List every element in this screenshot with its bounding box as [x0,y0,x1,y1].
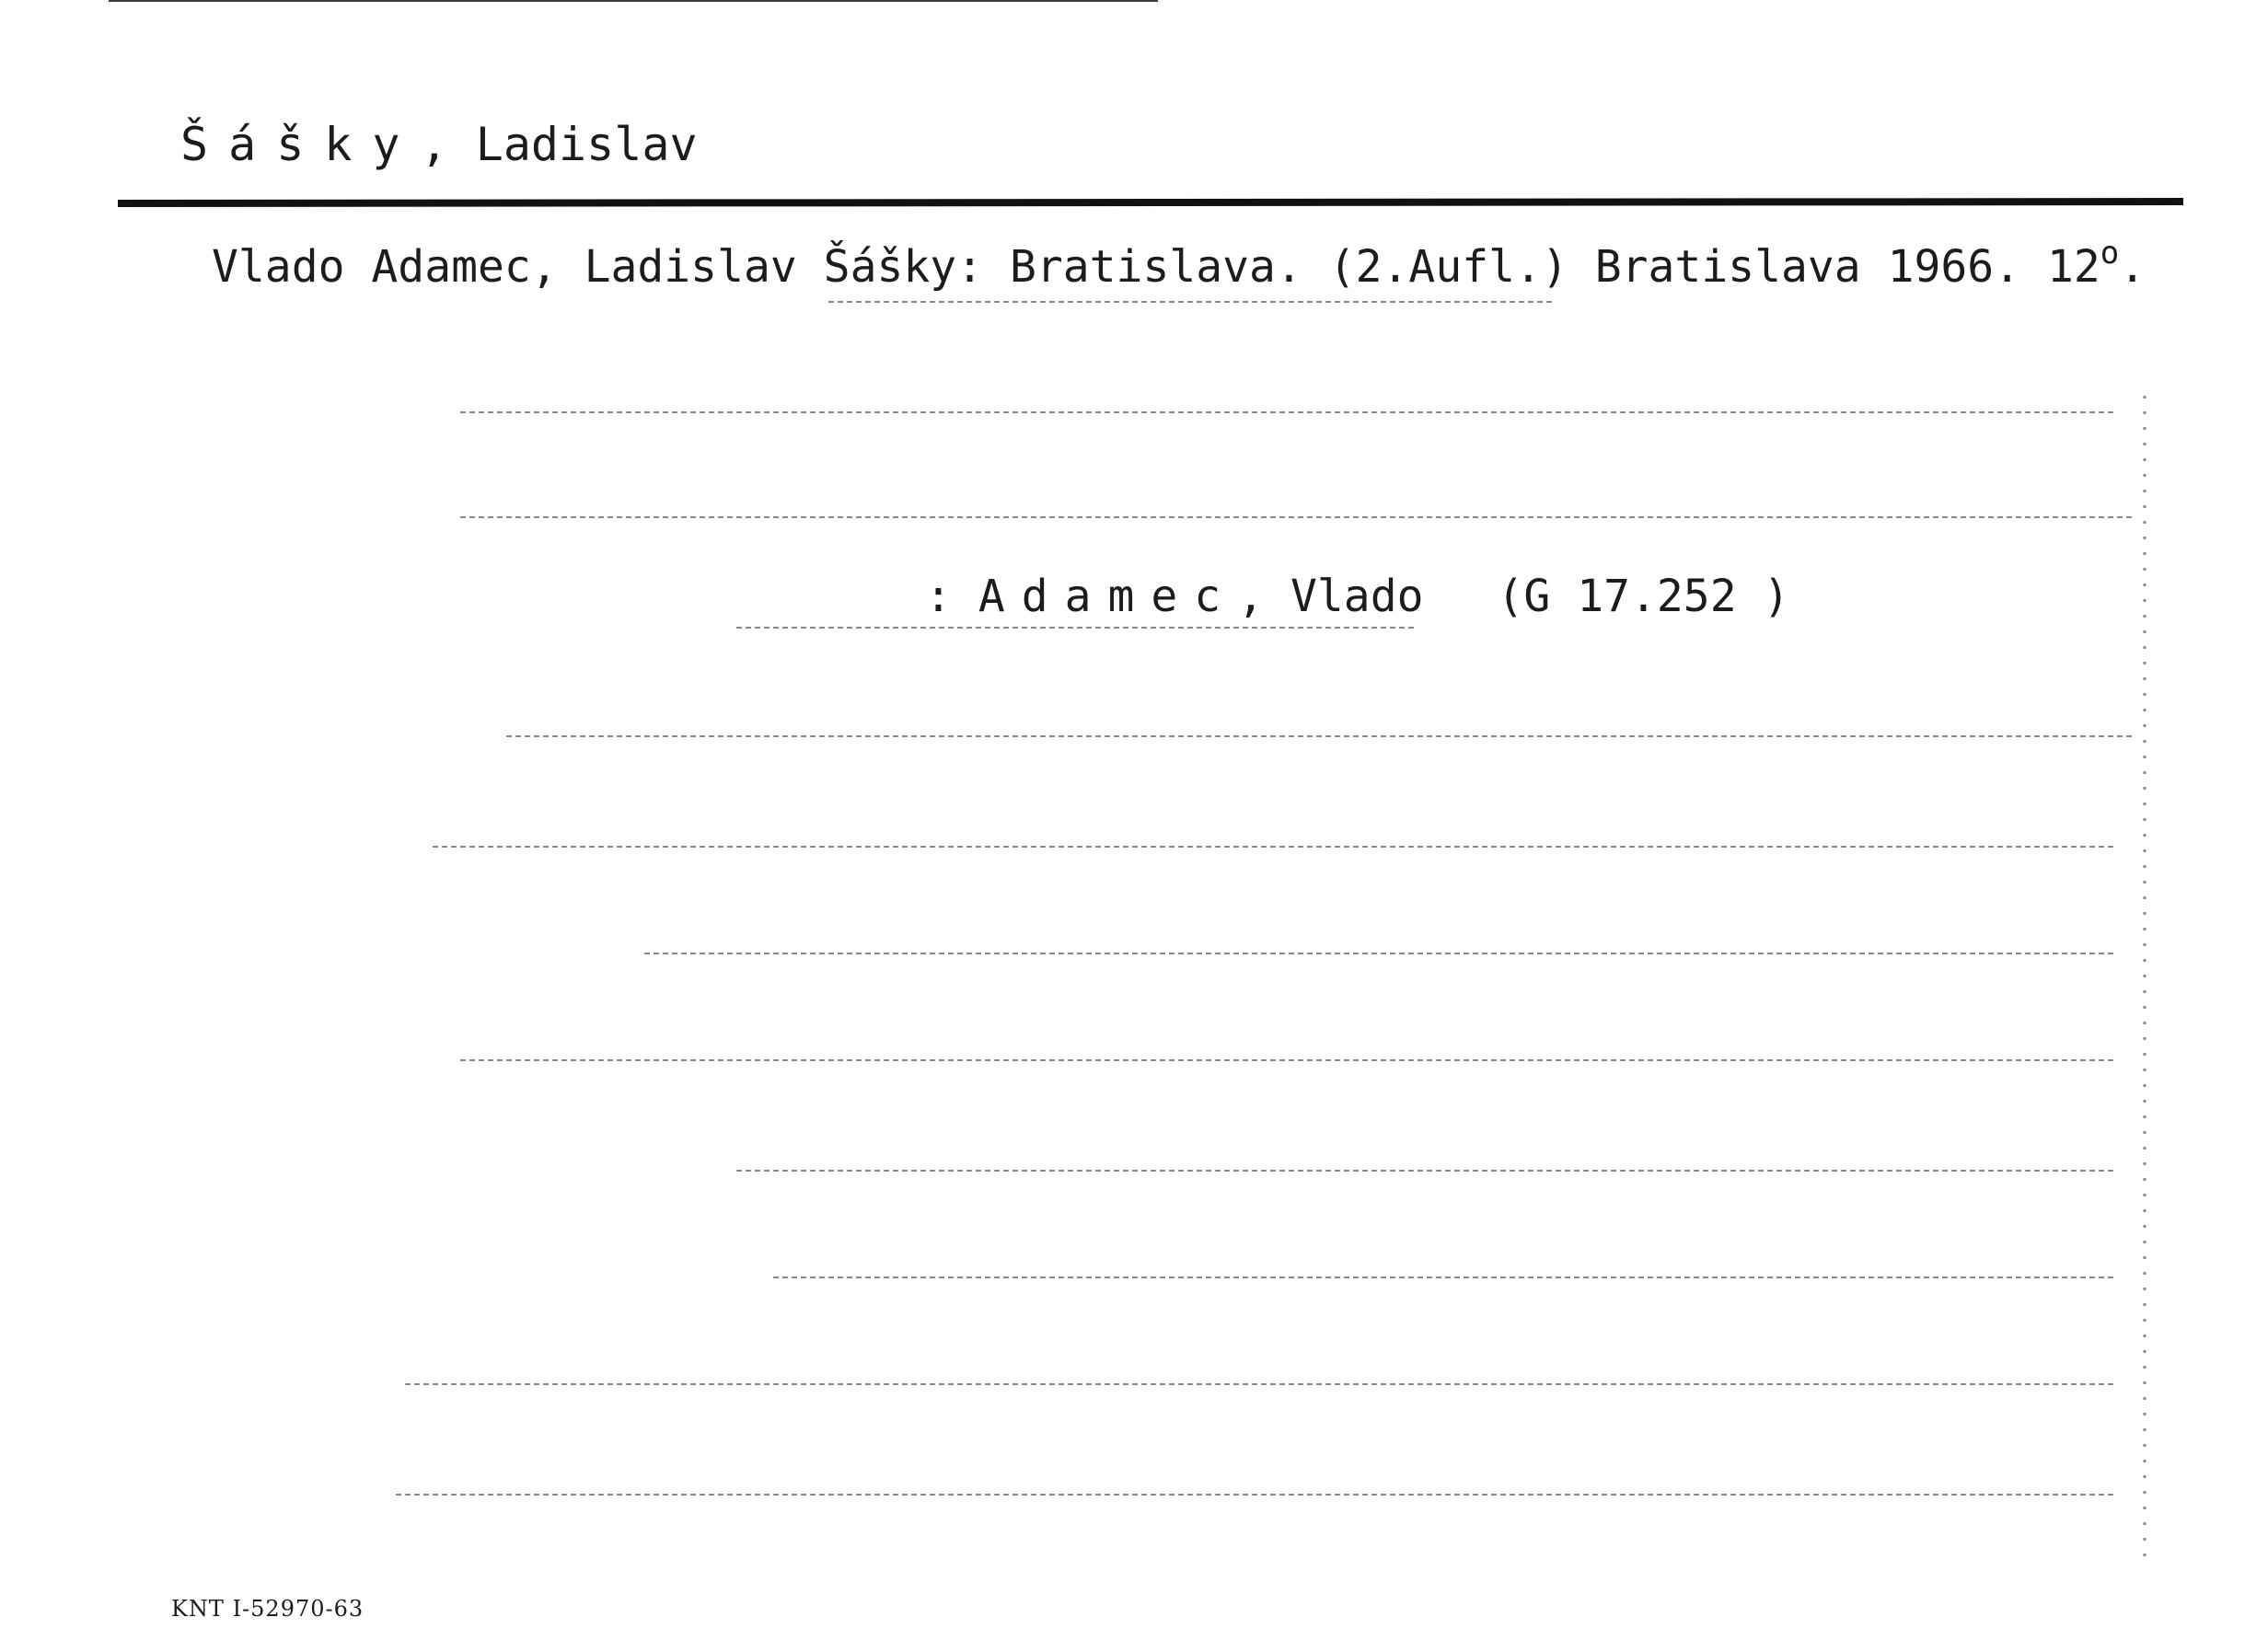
heading-surname: Šášky [180,118,421,171]
xref-signature: (G 17.252 ) [1497,571,1790,622]
xref-surname: Adamec [978,571,1238,622]
heading-rule [118,198,2183,207]
entry-text: Vlado Adamec, Ladislav Šášky: Bratislava. (2.Aufl.) Bratislava 1966. 12 [212,241,2100,293]
card-footer-code: KNT I-52970-63 [171,1596,364,1622]
heading-given-name: , Ladislav [420,118,698,171]
card-heading [180,118,698,171]
entry-format-superscript: o [2100,235,2120,272]
cross-reference [925,571,1789,622]
xref-prefix: : [925,571,952,622]
entry-end: . [2119,241,2146,293]
card-top-edge [109,0,1158,2]
bibliographic-entry [212,235,2146,293]
xref-given-name: , Vlado [1237,571,1424,622]
